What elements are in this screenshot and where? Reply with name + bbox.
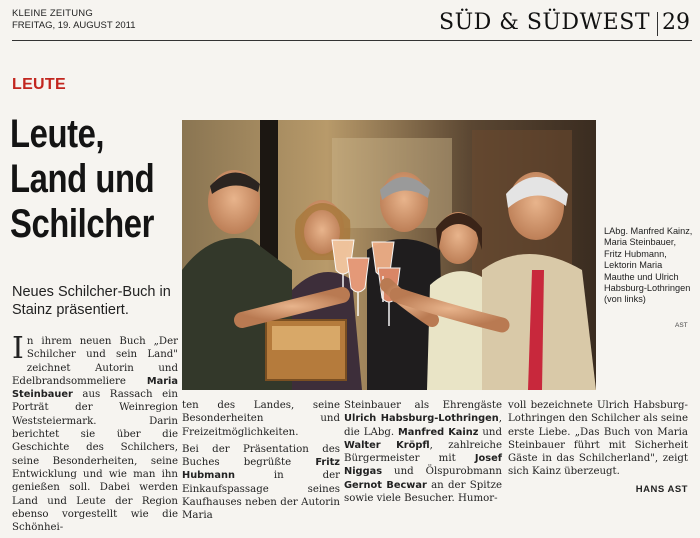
col3-text: an der Spitze sowie viele Besucher. Humor- [344, 479, 502, 505]
drop-cap: I [12, 331, 24, 366]
article-column-4 [508, 399, 688, 496]
article-kicker: LEUTE [12, 76, 66, 93]
article-paragraph [508, 399, 688, 479]
name-highlight: Ulrich Habsburg-Lothringen [344, 413, 499, 425]
photo-credit: AST [675, 322, 688, 329]
name-highlight: Gernot Becwar [344, 479, 427, 491]
col3-text: , zahlreiche Bürgermeister mit [344, 439, 502, 465]
masthead [12, 6, 692, 52]
article-paragraph: ten des Landes, seine Besonderheiten und Freizeitmöglichkeiten. [182, 400, 340, 438]
article-headline [10, 112, 155, 247]
article-paragraph [182, 443, 340, 523]
name-highlight: Manfred Kainz [398, 426, 479, 438]
col2-rest: in der Einkaufspassage seines Kaufhauses neben der Autorin Maria [182, 470, 340, 522]
col4-text: voll bezeichnete Ulrich Habsburg-Lothringen den Schilcher als seine erste Liebe. „Das Buch von Maria Steinbauer führt mit Sicherheit Gäste in das Schilcherland", zeigt sich Kainz überzeugt. [508, 400, 689, 478]
page-number-divider [657, 12, 658, 36]
group-toast-photo [182, 120, 596, 390]
article-column-3 [344, 399, 502, 509]
col2-text: Bei der Präsentation des Buches begrüßte [182, 443, 340, 469]
section-title: SÜD & SÜDWEST [439, 10, 650, 35]
paper-name: KLEINE ZEITUNG [12, 8, 93, 19]
col3-text: Steinbauer als Ehrengäste [344, 400, 502, 411]
photo-caption: LAbg. Manfred Kainz, Maria Steinbauer, Fritz Hubmann, Lektorin Maria Mauthe und Ulrich Habsburg-Lothringen (von links) [604, 226, 693, 305]
headline-line-1: Leute, [10, 112, 105, 156]
issue-date: FREITAG, 19. AUGUST 2011 [12, 20, 136, 31]
article-column-2 [182, 399, 340, 527]
name-highlight: Walter Kröpfl [344, 439, 430, 451]
page-number: 29 [662, 10, 690, 35]
col3-text: , die LAbg. [344, 413, 502, 438]
col3-text: und Ölspurobmann [382, 466, 502, 478]
masthead-rule [12, 40, 692, 41]
article-photo [182, 120, 596, 390]
col3-text: und [478, 426, 502, 438]
name-highlight: Fritz Hubmann [182, 457, 340, 482]
col1-rest: aus Rassach ein Porträt der Weinregion Weststeiermark. Darin berichtet sie über die Geschichte des Schilchers, seine Besonderheiten, seine Entwicklung und wie man ihn genießen soll. Dabei werden Land und Leute der Region ebenso vorgestellt wie die Schönhei- [12, 389, 178, 534]
headline-line-3: Schilcher [10, 202, 154, 246]
article-column-1 [12, 331, 178, 538]
article-paragraph [344, 399, 502, 505]
article-paragraph [12, 331, 178, 534]
author-byline: HANS AST [635, 483, 688, 495]
col1-text: n ihrem neuen Buch „Der Schilcher und sein Land" zeichnet Autorin und Edelbrandsommeliere [12, 336, 178, 387]
article-subheadline: Neues Schilcher-Buch in Stainz präsentiert. [12, 284, 171, 318]
name-highlight: Josef Niggas [344, 453, 502, 478]
headline-line-2: Land und [10, 157, 155, 201]
name-highlight: Maria Steinbauer [12, 375, 178, 401]
